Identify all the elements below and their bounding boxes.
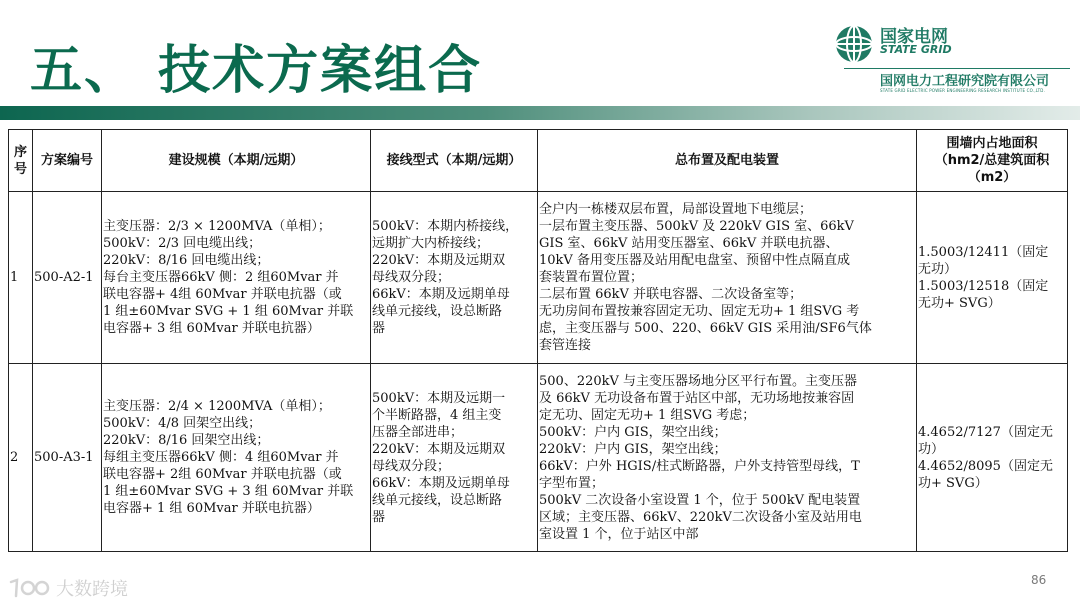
- logo-divider: [844, 68, 1070, 69]
- cell-line: 500kV：户内 GIS，架空出线；: [539, 424, 727, 440]
- cell-line: 220kV：8/16 回电缆出线；: [103, 253, 270, 268]
- scale-cell: [102, 192, 371, 364]
- cell-line: 压器全部进串；: [372, 424, 464, 440]
- table-header-row: [9, 130, 1068, 192]
- logo-name-cn: 国家电网: [880, 27, 948, 47]
- wiring-cell: [371, 364, 538, 552]
- cell-line: 1 组±60Mvar SVG + 3 组 60Mvar 并联: [103, 484, 354, 499]
- header-band: [0, 106, 1080, 120]
- layout-cell: [538, 192, 917, 364]
- cell-line: 区域；主变压器、66kV、220kV二次设备小室及站用电: [539, 509, 862, 525]
- cell-line: 电容器+ 1 组 60Mvar 并联电抗器）: [103, 501, 320, 516]
- watermark: [8, 574, 128, 602]
- cell-line: 66kV：户外 HGIS/柱式断路器，户外支持管型母线，T: [539, 458, 860, 474]
- cell-line: 220kV：8/16 回架空出线；: [103, 433, 270, 448]
- cell-line: 500kV：本期内桥接线，: [372, 219, 519, 234]
- row-index-cell: 2: [9, 364, 33, 552]
- scale-cell: [102, 364, 371, 552]
- cell-line: 功+ SVG）: [918, 475, 988, 491]
- cell-line: 220kV：户内 GIS，架空出线；: [539, 441, 727, 457]
- table-header-cell: [33, 130, 102, 192]
- table-row: [9, 364, 1068, 552]
- cell-line: 套装置布置位置；: [539, 270, 644, 285]
- logo-name-en: STATE GRID: [880, 43, 952, 56]
- cell-line: 全户内一栋楼双层布置，局部设置地下电缆层；: [539, 202, 813, 217]
- cell-line: 220kV：本期及远期双: [372, 253, 506, 268]
- cell-line: 母线双分段；: [372, 270, 451, 285]
- header-line: 方案编号: [40, 153, 93, 168]
- cell-line: 1.5003/12518（固定: [918, 278, 1049, 294]
- scheme-table: [8, 129, 1068, 552]
- cell-line: 无功）: [918, 261, 958, 277]
- cell-line: 4.4652/7127（固定无: [918, 424, 1053, 440]
- header-line: 总布置及配电装置: [674, 153, 779, 168]
- cell-line: 室设置 1 个，位于站区中部: [539, 526, 699, 542]
- table-row: [9, 192, 1068, 364]
- header-line: 围墙内占地面积: [946, 136, 1038, 151]
- cell-line: 联电容器+ 4组 60Mvar 并联电抗器（或: [103, 287, 342, 302]
- slide-title: 五、 技术方案组合: [30, 41, 483, 101]
- plan-id-cell: 500-A2-1: [33, 192, 102, 364]
- cell-line: 500kV 二次设备小室设置 1 个，位于 500kV 配电装置: [539, 492, 861, 508]
- area-cell: [917, 192, 1068, 364]
- cell-line: 10kV 备用变压器及站用配电盘室、预留中性点隔直成: [539, 253, 850, 268]
- cell-line: 66kV：本期及远期单母: [372, 287, 510, 302]
- table-header-cell: [917, 130, 1068, 192]
- cell-line: 每台主变压器66kV 侧：2 组60Mvar 并: [103, 270, 339, 285]
- wiring-cell: [371, 192, 538, 364]
- cell-line: 器: [372, 321, 386, 336]
- cell-line: 主变压器：2/3 × 1200MVA（单相）；: [103, 219, 331, 234]
- table-header-cell: [102, 130, 371, 192]
- cell-line: 个半断路器，4 组主变: [372, 407, 502, 423]
- cell-line: 500kV：2/3 回电缆出线；: [103, 236, 262, 251]
- page-number: 86: [1031, 573, 1047, 587]
- cell-line: 母线双分段；: [372, 458, 451, 474]
- cell-line: 一层布置主变压器、500kV 及 220kV GIS 室、66kV: [539, 219, 854, 234]
- cell-line: GIS 室、66kV 站用变压器室、66kV 并联电抗器、: [539, 236, 839, 251]
- cell-line: 主变压器：2/4 × 1200MVA（单相）；: [103, 399, 331, 414]
- cell-line: 线单元接线，设总断路: [372, 492, 503, 508]
- logo-institute-en: STATE GRID ELECTRIC POWER ENGINEERING RESEARCH INSTITUTE CO.,LTD.: [880, 88, 1046, 93]
- cell-line: 器: [372, 509, 386, 525]
- plan-id-cell: 500-A3-1: [33, 364, 102, 552]
- header-line: 序: [13, 144, 27, 160]
- cell-line: 二层布置 66kV 并联电容器、二次设备室等；: [539, 287, 803, 302]
- header-line: （hm2/总建筑面积: [934, 153, 1050, 168]
- cell-line: 线单元接线，设总断路: [372, 304, 503, 319]
- cell-line: 字型布置；: [539, 475, 605, 491]
- cell-line: 功）: [918, 441, 945, 457]
- cell-line: 500kV：本期及远期一: [372, 390, 506, 406]
- watermark-logo-icon: [8, 576, 52, 600]
- header-line: （m2）: [967, 170, 1017, 185]
- cell-line: 66kV：本期及远期单母: [372, 475, 510, 491]
- header-line: 接线型式（本期/远期）: [386, 153, 522, 168]
- cell-line: 远期扩大内桥接线；: [372, 236, 490, 251]
- cell-line: 500kV：4/8 回架空出线；: [103, 416, 262, 431]
- cell-line: 每组主变压器66kV 侧：4 组60Mvar 并: [103, 450, 339, 465]
- area-cell: [917, 364, 1068, 552]
- state-grid-emblem-icon: [834, 24, 874, 64]
- cell-line: 4.4652/8095（固定无: [918, 458, 1053, 474]
- table-header-cell: [371, 130, 538, 192]
- table-header-cell: [9, 130, 33, 192]
- header-line: 号: [13, 161, 27, 177]
- layout-cell: [538, 364, 917, 552]
- header-line: 建设规模（本期/远期）: [168, 153, 304, 168]
- cell-line: 500、220kV 与主变压器场地分区平行布置。主变压器: [539, 373, 858, 389]
- cell-line: 1 组±60Mvar SVG + 1 组 60Mvar 并联: [103, 304, 354, 319]
- watermark-text: 大数跨境: [56, 579, 128, 600]
- table-header-cell: [538, 130, 917, 192]
- cell-line: 220kV：本期及远期双: [372, 441, 506, 457]
- cell-line: 电容器+ 3 组 60Mvar 并联电抗器）: [103, 321, 320, 336]
- cell-line: 虑，主变压器与 500、220、66kV GIS 采用油/SF6气体: [539, 321, 872, 336]
- cell-line: 无功+ SVG）: [918, 295, 1001, 311]
- cell-line: 1.5003/12411（固定: [918, 244, 1049, 260]
- cell-line: 及 66kV 无功设备布置于站区中部，无功场地按兼容固: [539, 390, 855, 406]
- logo-institute-cn: 国网电力工程研究院有限公司: [880, 74, 1050, 89]
- cell-line: 无功房间布置按兼容固定无功、固定无功+ 1 组SVG 考: [539, 304, 860, 319]
- cell-line: 联电容器+ 2组 60Mvar 并联电抗器（或: [103, 467, 342, 482]
- row-index-cell: 1: [9, 192, 33, 364]
- state-grid-logo: [834, 18, 1074, 98]
- cell-line: 定无功、固定无功+ 1 组SVG 考虑；: [539, 407, 756, 423]
- cell-line: 套管连接: [539, 338, 592, 353]
